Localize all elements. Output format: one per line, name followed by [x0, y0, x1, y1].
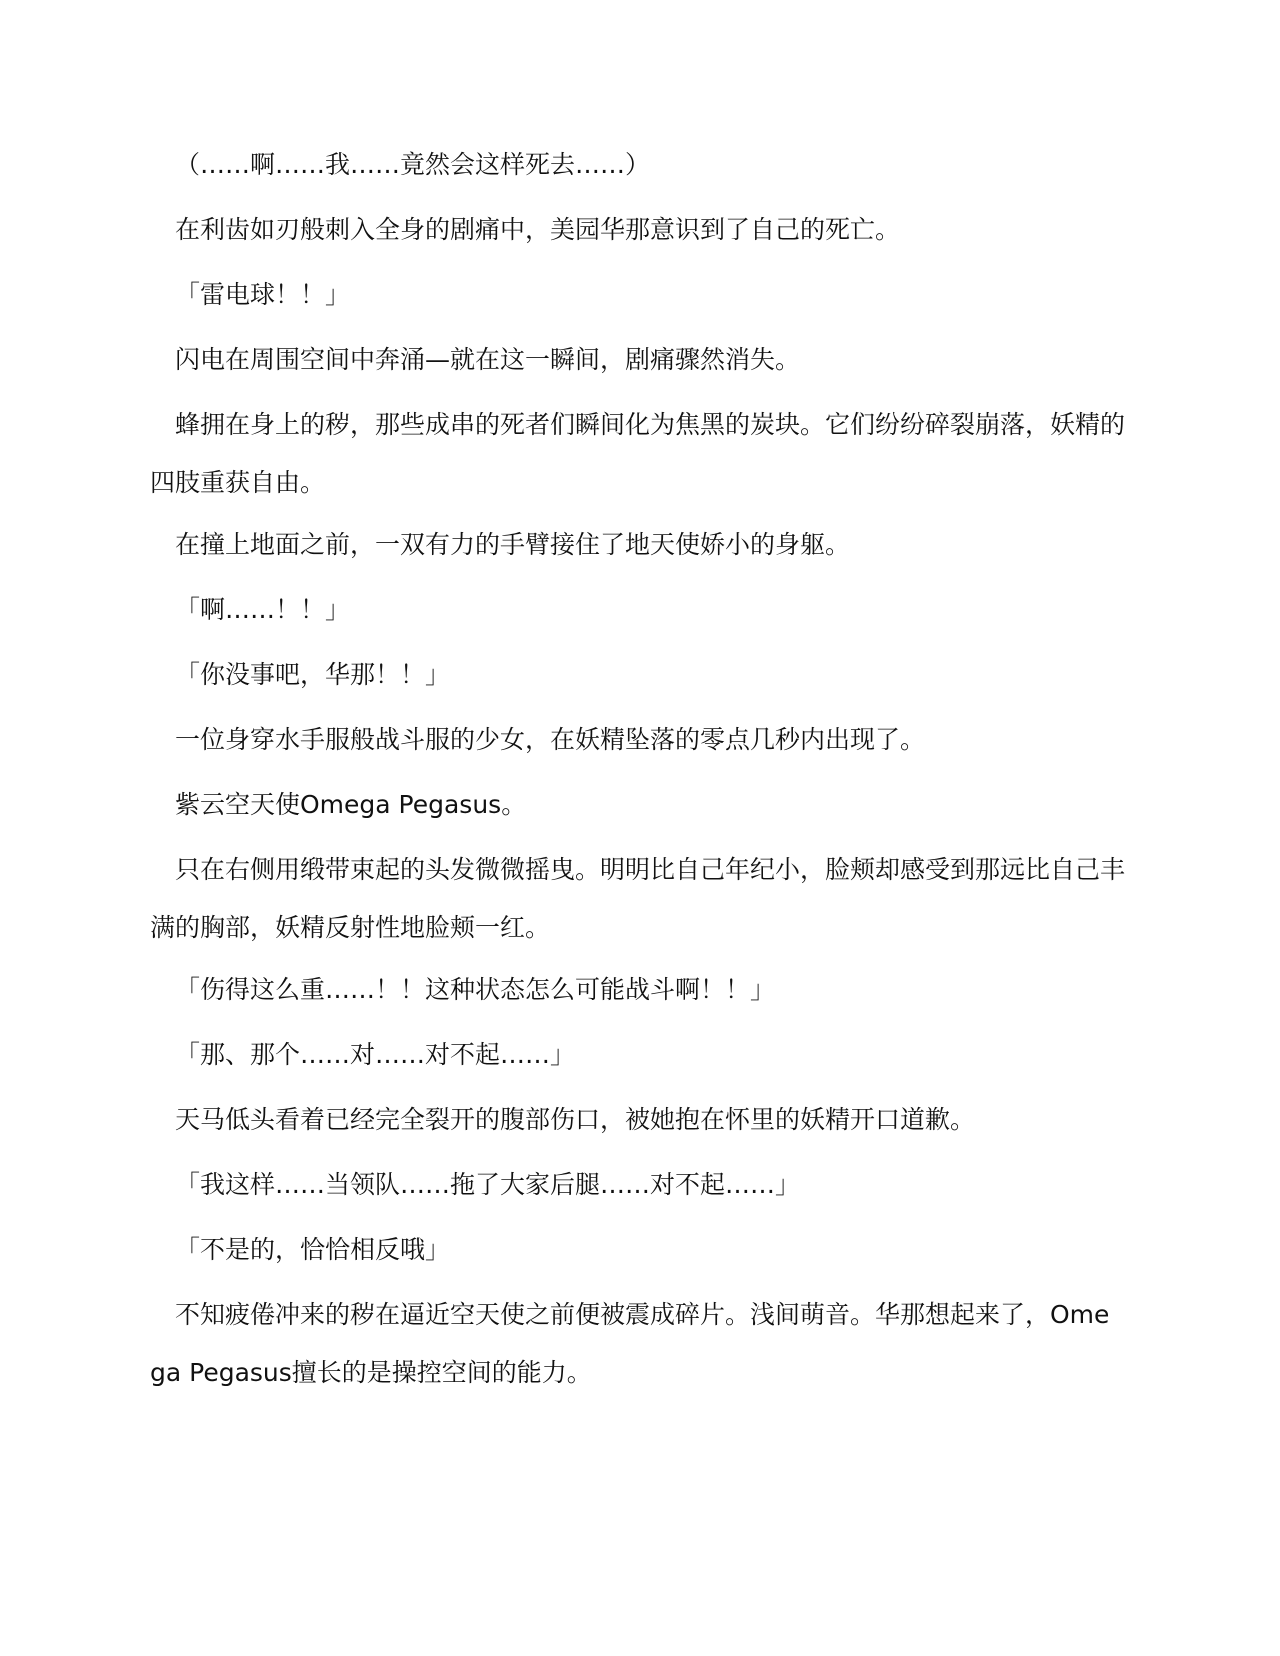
text-line: 「你没事吧，华那！！」	[175, 660, 451, 689]
paragraph	[150, 788, 1130, 822]
text-line: 「不是的，恰恰相反哦」	[175, 1235, 451, 1264]
text-line: 一位身穿水手服般战斗服的少女，在妖精坠落的零点几秒内出现了。	[175, 725, 926, 754]
paragraph	[150, 973, 1130, 1007]
paragraph	[150, 658, 1130, 692]
paragraph	[150, 148, 1130, 182]
paragraph	[150, 408, 1130, 500]
text-line: 「那、那个……对……对不起……」	[175, 1040, 576, 1069]
text-line: 「雷电球！！」	[175, 280, 351, 309]
text-line: 「伤得这么重……！！这种状态怎么可能战斗啊！！」	[175, 975, 776, 1004]
paragraph	[150, 1298, 1130, 1390]
document-page	[150, 148, 1130, 1390]
text-line: 蜂拥在身上的秽，那些成串的死者们瞬间化为焦黑的炭块。它们纷纷碎裂崩落，妖精的	[175, 410, 1126, 439]
text-line: 紫云空天使Omega Pegasus。	[175, 790, 527, 819]
paragraph	[150, 528, 1130, 562]
text-line: （……啊……我……竟然会这样死去……）	[175, 150, 651, 179]
text-line: 「我这样……当领队……拖了大家后腿……对不起……」	[175, 1170, 801, 1199]
paragraph	[150, 343, 1130, 377]
paragraph	[150, 723, 1130, 757]
paragraph	[150, 593, 1130, 627]
text-line: 「啊……！！」	[175, 595, 351, 624]
text-line: 在撞上地面之前，一双有力的手臂接住了地天使娇小的身躯。	[175, 530, 851, 559]
text-line: 只在右侧用缎带束起的头发微微摇曳。明明比自己年纪小，脸颊却感受到那远比自己丰	[175, 855, 1126, 884]
text-line: 满的胸部，妖精反射性地脸颊一红。	[150, 913, 551, 942]
text-line: 在利齿如刃般刺入全身的剧痛中，美园华那意识到了自己的死亡。	[175, 215, 901, 244]
paragraph	[150, 1233, 1130, 1267]
text-line: 天马低头看着已经完全裂开的腹部伤口，被她抱在怀里的妖精开口道歉。	[175, 1105, 976, 1134]
paragraph	[150, 278, 1130, 312]
paragraph	[150, 1168, 1130, 1202]
text-line: 不知疲倦冲来的秽在逼近空天使之前便被震成碎片。浅间萌音。华那想起来了，Ome	[175, 1300, 1110, 1329]
paragraph	[150, 1103, 1130, 1137]
paragraph	[150, 213, 1130, 247]
text-line: 闪电在周围空间中奔涌—就在这一瞬间，剧痛骤然消失。	[175, 345, 801, 374]
paragraph	[150, 853, 1130, 945]
text-line: 四肢重获自由。	[150, 468, 326, 497]
text-line: ga Pegasus擅长的是操控空间的能力。	[150, 1358, 592, 1387]
paragraph	[150, 1038, 1130, 1072]
